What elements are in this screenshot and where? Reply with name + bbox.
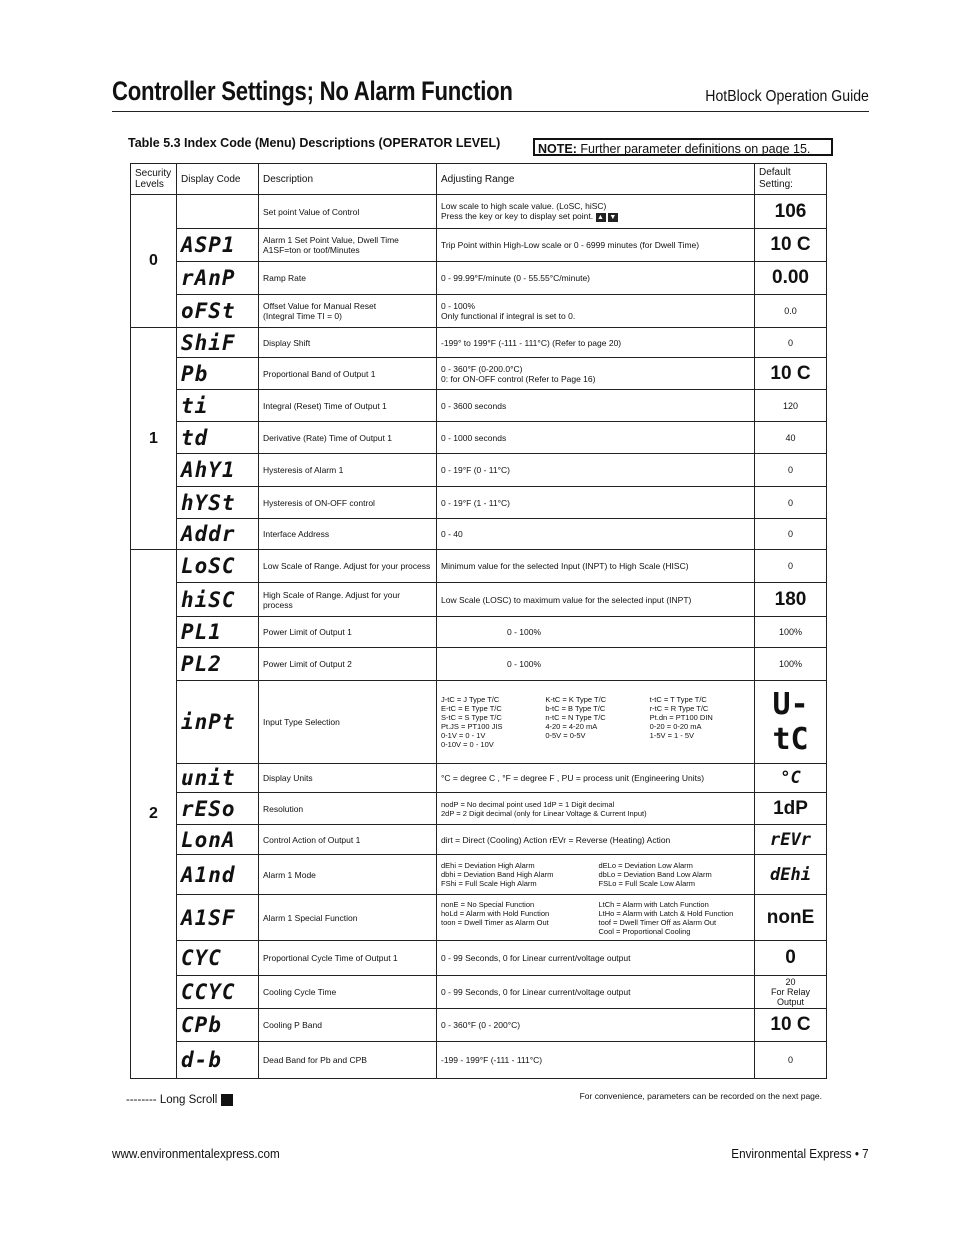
table-row	[131, 1009, 827, 1042]
list-item: t-tC = T Type T/C	[649, 695, 707, 704]
table-row	[131, 764, 827, 793]
display-code: AhY1	[177, 454, 259, 487]
default-setting: 100%	[755, 617, 827, 648]
table-row	[131, 195, 827, 229]
adjusting-range: 0 - 99 Seconds, 0 for Linear current/voltage output	[437, 941, 755, 976]
display-code: rAnP	[177, 262, 259, 295]
description: Input Type Selection	[259, 681, 437, 764]
list-item: b-tC = B Type T/C	[545, 704, 606, 713]
note-label: NOTE:	[538, 142, 577, 156]
table-row	[131, 855, 827, 895]
default-setting: 0.0	[755, 295, 827, 328]
default-setting: 0	[755, 487, 827, 519]
table-row	[131, 358, 827, 390]
list-item: nonE = No Special Function	[441, 899, 535, 909]
down-key-icon: ▼	[609, 213, 617, 221]
default-setting: 10 C	[755, 229, 827, 262]
default-setting: 0	[755, 1042, 827, 1079]
list-item: LtHo = Alarm with Latch & Hold Function	[598, 908, 734, 918]
adjusting-range: Low Scale (LOSC) to maximum value for the selected input (INPT)	[437, 583, 755, 617]
list-item: r-tC = R Type T/C	[649, 704, 709, 713]
adjusting-range: 0 - 19°F (0 - 11°C)	[437, 454, 755, 487]
adjusting-range: nodP = No decimal point used 1dP = 1 Digit decimal 2dP = 2 Digit decimal (only for Linear Voltage & Current Input)	[437, 793, 755, 825]
footer-page-number: Environmental Express • 7	[731, 1146, 869, 1161]
col-adjusting-range: Adjusting Range	[437, 164, 755, 195]
description: Dead Band for Pb and CPB	[259, 1042, 437, 1079]
description: High Scale of Range. Adjust for your process	[259, 583, 437, 617]
default-setting: U-tC	[755, 681, 827, 764]
table-row	[131, 648, 827, 681]
default-setting: dEhi	[755, 855, 827, 895]
list-item: toon = Dwell Timer as Alarm Out	[441, 917, 549, 927]
default-setting: 106	[755, 195, 827, 229]
list-item: Cool = Proportional Cooling	[598, 926, 691, 936]
default-setting: 10 C	[755, 1009, 827, 1042]
alarm-special-list	[441, 900, 750, 936]
adjusting-range: 0 - 100%	[437, 648, 755, 681]
adjusting-range: 0 - 100%	[437, 617, 755, 648]
convenience-note: For convenience, parameters can be recorded on the next page.	[579, 1091, 822, 1101]
display-code: ti	[177, 390, 259, 422]
description: Resolution	[259, 793, 437, 825]
description: Power Limit of Output 2	[259, 648, 437, 681]
adjusting-range: 0 - 40	[437, 519, 755, 550]
note-box	[533, 138, 833, 156]
adjusting-range: °C = degree C , °F = degree F , PU = process unit (Engineering Units)	[437, 764, 755, 793]
display-code: LoSC	[177, 550, 259, 583]
display-code: CYC	[177, 941, 259, 976]
up-key-icon: ▲	[597, 213, 604, 221]
description: Offset Value for Manual Reset (Integral Time TI = 0)	[259, 295, 437, 328]
display-code: d-b	[177, 1042, 259, 1079]
list-item: dbLo = Deviation Band Low Alarm	[598, 870, 712, 879]
table-row	[131, 617, 827, 648]
display-code: ShiF	[177, 328, 259, 358]
list-item: 0-10V = 0 - 10V	[441, 740, 494, 749]
adjusting-range: 0 - 99.99°F/minute (0 - 55.55°C/minute)	[437, 262, 755, 295]
col-description: Description	[259, 164, 437, 195]
list-item: FShi = Full Scale High Alarm	[441, 879, 537, 888]
description: Display Shift	[259, 328, 437, 358]
default-setting: 0.00	[755, 262, 827, 295]
default-setting: 0	[755, 454, 827, 487]
table-row	[131, 941, 827, 976]
index-code-table	[130, 163, 827, 1079]
description: Integral (Reset) Time of Output 1	[259, 390, 437, 422]
description: Cooling Cycle Time	[259, 976, 437, 1009]
display-code: oFSt	[177, 295, 259, 328]
list-item: 0-20 = 0-20 mA	[649, 722, 702, 731]
description: Control Action of Output 1	[259, 825, 437, 855]
alarm-mode-list	[441, 861, 750, 888]
table-caption: Table 5.3 Index Code (Menu) Descriptions (OPERATOR LEVEL)	[128, 136, 501, 150]
display-code: LonA	[177, 825, 259, 855]
table-row	[131, 895, 827, 941]
adjusting-range: -199 - 199°F (-111 - 111°C)	[437, 1042, 755, 1079]
adjusting-range	[437, 895, 755, 941]
description: Power Limit of Output 1	[259, 617, 437, 648]
display-code: A1SF	[177, 895, 259, 941]
list-item: 0-1V = 0 - 1V	[441, 731, 486, 740]
default-setting: 100%	[755, 648, 827, 681]
table-row	[131, 976, 827, 1009]
table-row	[131, 825, 827, 855]
scroll-key-icon	[221, 1094, 233, 1106]
list-item: 0-5V = 0-5V	[545, 731, 586, 740]
default-setting: 1dP	[755, 793, 827, 825]
table-row	[131, 422, 827, 454]
default-setting: nonE	[755, 895, 827, 941]
security-level-2: 2	[131, 550, 177, 1079]
description: Hysteresis of ON-OFF control	[259, 487, 437, 519]
guide-title: HotBlock Operation Guide	[705, 88, 869, 105]
table-row	[131, 550, 827, 583]
table-row	[131, 793, 827, 825]
col-security-levels: Security Levels	[131, 164, 177, 195]
adjusting-range: 0 - 19°F (1 - 11°C)	[437, 487, 755, 519]
description: Proportional Band of Output 1	[259, 358, 437, 390]
display-code: PL1	[177, 617, 259, 648]
default-setting: 10 C	[755, 358, 827, 390]
display-code: CPb	[177, 1009, 259, 1042]
table-row	[131, 519, 827, 550]
table-row	[131, 487, 827, 519]
list-item: n-tC = N Type T/C	[545, 713, 606, 722]
description: Derivative (Rate) Time of Output 1	[259, 422, 437, 454]
list-item: Pt.JS = PT100 JIS	[441, 722, 503, 731]
list-item: J-tC = J Type T/C	[441, 695, 500, 704]
list-item: dEhi = Deviation High Alarm	[441, 861, 535, 870]
col-display-code: Display Code	[177, 164, 259, 195]
list-item: dELo = Deviation Low Alarm	[598, 861, 693, 870]
list-item: 4-20 = 4-20 mA	[545, 722, 598, 731]
default-setting: 0	[755, 550, 827, 583]
list-item	[441, 927, 593, 936]
default-setting: 180	[755, 583, 827, 617]
table-row	[131, 328, 827, 358]
description: Proportional Cycle Time of Output 1	[259, 941, 437, 976]
list-item: dbhi = Deviation Band High Alarm	[441, 870, 554, 879]
adjusting-range: 0 - 360°F (0 - 200°C)	[437, 1009, 755, 1042]
default-setting: 40	[755, 422, 827, 454]
display-code: ASP1	[177, 229, 259, 262]
default-setting: rEVr	[755, 825, 827, 855]
default-setting: 0	[755, 941, 827, 976]
list-item: E-tC = E Type T/C	[441, 704, 502, 713]
adjusting-range: dirt = Direct (Cooling) Action rEVr = Reverse (Heating) Action	[437, 825, 755, 855]
list-item: S-tC = S Type T/C	[441, 713, 502, 722]
display-code: rESo	[177, 793, 259, 825]
adjusting-range: 0 - 3600 seconds	[437, 390, 755, 422]
table-row	[131, 681, 827, 764]
list-item: Pt.dn = PT100 DIN	[649, 713, 713, 722]
adjusting-range: 0 - 360°F (0-200.0°C) 0: for ON-OFF control (Refer to Page 16)	[437, 358, 755, 390]
display-code: hYSt	[177, 487, 259, 519]
display-code: Pb	[177, 358, 259, 390]
description: Display Units	[259, 764, 437, 793]
table-row	[131, 295, 827, 328]
display-code: CCYC	[177, 976, 259, 1009]
description: Alarm 1 Mode	[259, 855, 437, 895]
adjusting-range	[437, 681, 755, 764]
table-row	[131, 390, 827, 422]
adjusting-range	[437, 855, 755, 895]
description: Alarm 1 Set Point Value, Dwell Time A1SF=ton or toof/Minutes	[259, 229, 437, 262]
description: Interface Address	[259, 519, 437, 550]
table-row	[131, 583, 827, 617]
page-title: Controller Settings; No Alarm Function	[112, 76, 513, 106]
security-level-1: 1	[131, 328, 177, 550]
description: Low Scale of Range. Adjust for your process	[259, 550, 437, 583]
default-setting: 0	[755, 519, 827, 550]
footer-url: www.environmentalexpress.com	[112, 1146, 280, 1161]
description: Alarm 1 Special Function	[259, 895, 437, 941]
adjusting-range: 0 - 99 Seconds, 0 for Linear current/voltage output	[437, 976, 755, 1009]
security-level-0: 0	[131, 195, 177, 328]
col-default-setting: Default Setting:	[755, 164, 827, 195]
default-setting: 120	[755, 390, 827, 422]
adjusting-range: Trip Point within High-Low scale or 0 - 6999 minutes (for Dwell Time)	[437, 229, 755, 262]
adjusting-range: -199° to 199°F (-111 - 111°C) (Refer to page 20)	[437, 328, 755, 358]
adjusting-range: Low scale to high scale value. (LoSC, hiSC) Press the key or key to display set point. ▲ ▼	[437, 195, 755, 229]
adjusting-range: Minimum value for the selected Input (INPT) to High Scale (HISC)	[437, 550, 755, 583]
list-item: FSLo = Full Scale Low Alarm	[598, 879, 696, 888]
description: Hysteresis of Alarm 1	[259, 454, 437, 487]
header-divider	[112, 111, 869, 112]
list-item: LtCh = Alarm with Latch Function	[598, 899, 709, 909]
display-code: inPt	[177, 681, 259, 764]
table-header-row	[131, 164, 827, 195]
description: Ramp Rate	[259, 262, 437, 295]
list-item: K-tC = K Type T/C	[545, 695, 607, 704]
note-text: Further parameter definitions on page 15.	[580, 142, 811, 156]
display-code	[177, 195, 259, 229]
table-row	[131, 229, 827, 262]
list-item: hoLd = Alarm with Hold Function	[441, 908, 550, 918]
table-row	[131, 1042, 827, 1079]
default-setting: 20 For Relay Output	[755, 976, 827, 1009]
adjusting-range: 0 - 1000 seconds	[437, 422, 755, 454]
display-code: PL2	[177, 648, 259, 681]
long-scroll-legend: -------- Long Scroll	[126, 1094, 233, 1106]
adjusting-range: 0 - 100% Only functional if integral is set to 0.	[437, 295, 755, 328]
description: Cooling P Band	[259, 1009, 437, 1042]
display-code: unit	[177, 764, 259, 793]
description: Set point Value of Control	[259, 195, 437, 229]
display-code: A1nd	[177, 855, 259, 895]
default-setting: 0	[755, 328, 827, 358]
default-setting: °C	[755, 764, 827, 793]
table-row	[131, 454, 827, 487]
display-code: td	[177, 422, 259, 454]
display-code: hiSC	[177, 583, 259, 617]
list-item: toof = Dwell Timer Off as Alarm Out	[598, 917, 717, 927]
display-code: Addr	[177, 519, 259, 550]
list-item: 1-5V = 1 - 5V	[649, 731, 695, 740]
input-type-list	[441, 695, 750, 749]
table-row	[131, 262, 827, 295]
